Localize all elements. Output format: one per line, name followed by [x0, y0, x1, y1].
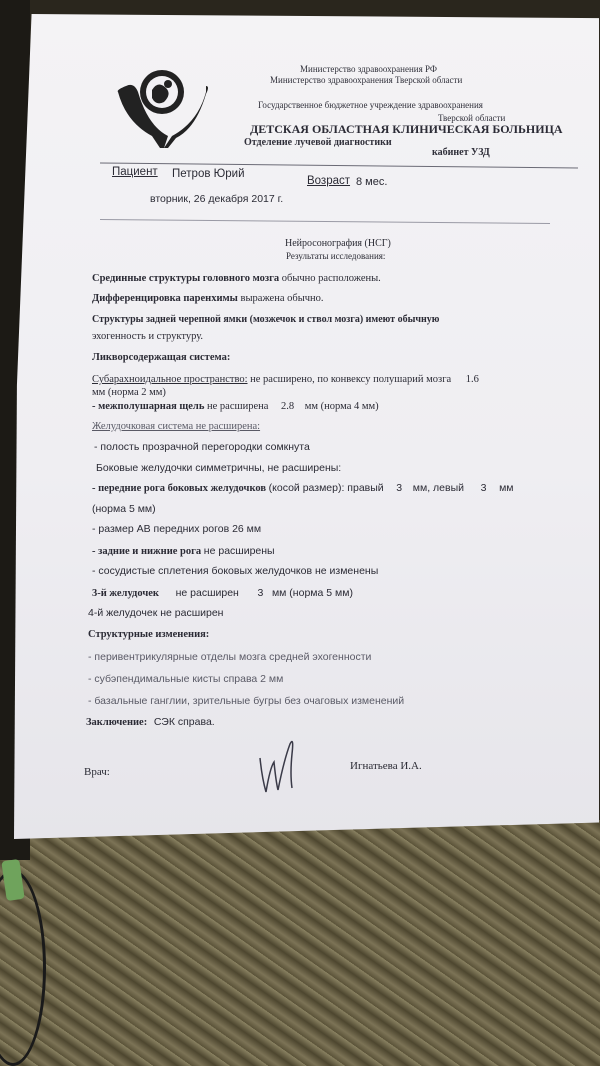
- interhem-bold: - межполушарная щель: [92, 401, 205, 412]
- finding-median-rest: обычно расположены.: [281, 273, 381, 284]
- finding-subarachnoid: [92, 374, 479, 385]
- finding-median: [92, 273, 381, 284]
- subarachnoid-norm: мм (норма 2 мм): [92, 387, 166, 398]
- anterior-norm: (норма 5 мм): [92, 503, 156, 515]
- fourth-ventricle: 4-й желудочек не расширен: [88, 607, 224, 619]
- av-size: - размер АВ передних рогов 26 мм: [92, 523, 262, 535]
- third-bold: 3-й желудочек: [92, 588, 159, 599]
- header-institution: Государственное бюджетное учреждение здравоохранения: [258, 100, 483, 110]
- structural-changes-title: Структурные изменения:: [88, 629, 210, 640]
- header-region: Тверской области: [438, 113, 506, 123]
- csf-system-title: Ликворсодержащая система:: [92, 352, 231, 363]
- ventricular-system: Желудочковая система не расширена:: [92, 421, 261, 432]
- lateral-ventricles: Боковые желудочки симметричны, не расширены:: [96, 462, 342, 474]
- finding-diff-bold: Дифференцировка паренхимы: [92, 293, 238, 304]
- hospital-logo-icon: [112, 62, 212, 152]
- department-name: Отделение лучевой диагностики: [244, 137, 392, 148]
- study-title: Нейросонография (НСГ): [285, 238, 391, 249]
- hospital-name: ДЕТСКАЯ ОБЛАСТНАЯ КЛИНИЧЕСКАЯ БОЛЬНИЦА: [250, 122, 563, 136]
- patient-name: Петров Юрий: [172, 168, 245, 180]
- posterior-horns-rest: не расширены: [203, 545, 275, 557]
- conclusion-label: Заключение:: [86, 717, 148, 728]
- anterior-mid: мм, левый: [412, 482, 464, 494]
- header-ministry-tver: Министерство здравоохранения Тверской области: [270, 75, 463, 85]
- table-cloth-background: [0, 820, 600, 1066]
- finding-posterior-horns: [92, 545, 275, 557]
- age-label: Возраст: [307, 175, 351, 187]
- anterior-right-value: 3: [396, 482, 403, 494]
- doctor-name: Игнатьева И.А.: [350, 760, 422, 772]
- basal-ganglia: - базальные ганглии, зрительные бугры без очаговых изменений: [88, 695, 405, 707]
- anterior-bold: - передние рога боковых желудочков: [92, 483, 267, 494]
- anterior-rest: (косой размер): правый: [268, 482, 384, 494]
- anterior-unit: мм: [499, 482, 514, 494]
- third-norm: мм (норма 5 мм): [271, 587, 353, 599]
- office-name: кабинет УЗД: [432, 147, 490, 158]
- finding-diff-rest: выражена обычно.: [240, 293, 324, 304]
- posterior-horns-bold: - задние и нижние рога: [92, 546, 202, 557]
- finding-median-bold: Срединные структуры головного мозга: [92, 273, 280, 284]
- conclusion: [86, 716, 215, 728]
- doctor-label: Врач:: [84, 766, 110, 778]
- subependymal-cysts: - субэпендимальные кисты справа 2 мм: [88, 673, 284, 685]
- finding-third-ventricle: [92, 587, 353, 599]
- exam-date: вторник, 26 декабря 2017 г.: [150, 193, 284, 205]
- finding-posterior-line1: Структуры задней черепной ямки (мозжечок и ствол мозга) имеют обычную: [92, 314, 440, 325]
- finding-anterior-horns: [92, 482, 514, 494]
- subarachnoid-text: не расширено, по конвексу полушарий мозга: [250, 374, 452, 385]
- interhem-rest: не расширена: [207, 401, 269, 412]
- interhem-norm: мм (норма 4 мм): [304, 401, 379, 412]
- patient-age: 8 мес.: [356, 176, 388, 188]
- conclusion-text: СЭК справа.: [153, 716, 215, 728]
- subarachnoid-label: Субарахноидальное пространство:: [92, 374, 248, 385]
- finding-interhemispheric: [92, 401, 379, 412]
- subarachnoid-value: 1.6: [465, 374, 479, 385]
- study-subtitle: Результаты исследования:: [286, 251, 386, 261]
- third-value: 3: [257, 587, 264, 599]
- anterior-left-value: 3: [480, 482, 487, 494]
- choroid-plexus: - сосудистые сплетения боковых желудочков не изменены: [92, 565, 379, 577]
- header-ministry-rf: Министерство здравоохранения РФ: [300, 64, 437, 74]
- patient-label: Пациент: [112, 166, 158, 178]
- third-rest: не расширен: [175, 587, 239, 599]
- septum-cavity: - полость прозрачной перегородки сомкнута: [94, 441, 310, 453]
- doctor-signature-icon: [252, 738, 312, 798]
- finding-posterior-line2: эхогенность и структуру.: [92, 331, 204, 342]
- finding-differentiation: [92, 293, 324, 304]
- periventricular: - перивентрикулярные отделы мозга средней эхогенности: [88, 651, 372, 663]
- interhem-value: 2.8: [281, 401, 295, 412]
